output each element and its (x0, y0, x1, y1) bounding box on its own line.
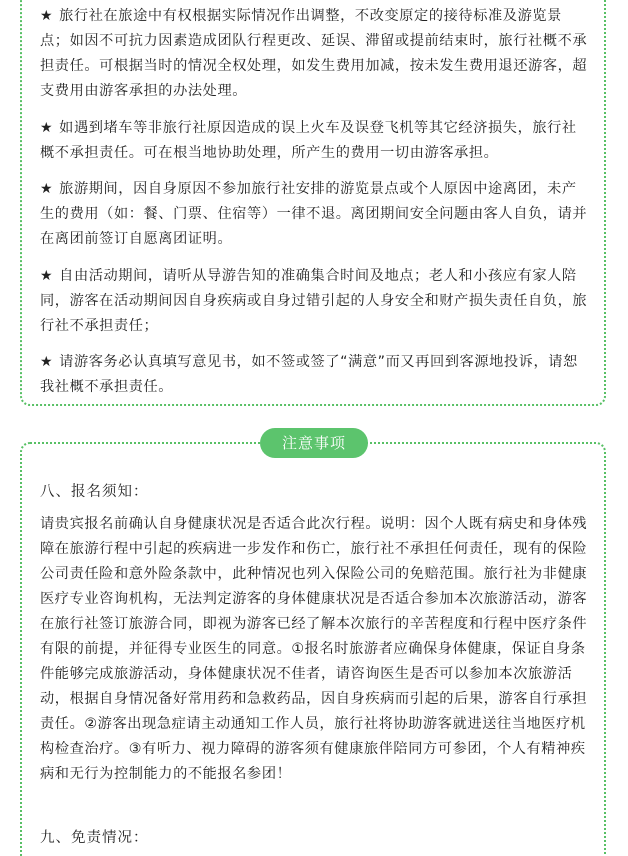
star-icon: ★ (40, 8, 54, 24)
star-icon: ★ (40, 181, 54, 197)
section-8-body: 请贵宾报名前确认自身健康状况是否适合此次行程。说明：因个人既有病史和身体残障在旅游行程中引起的疾病进一步发作和伤亡，旅行社不承担任何责任，现有的保险公司责任险和意外险条款中，此种情况也列入保险公司的免赔范围。旅行社为非健康医疗专业咨询机构，无法判定游客的身体健康状况是否适合参加本次旅游活动，游客在旅行社签订旅游合同，即视为游客已经了解本次旅行的辛苦程度和行程中医疗条件有限的前提，并征得专业医生的同意。①报名时旅游者应确保身体健康，保证自身条件能够完成旅游活动，身体健康状况不佳者，请咨询医生是否可以参加本次旅游活动，根据自身情况备好常用药和急救药品，因自身疾病而引起的后果，游客自行承担责任。②游客出现急症请主动通知工作人员，旅行社将协助游客就进送往当地医疗机构检查治疗。③有听力、视力障碍的游客须有健康旅伴陪同方可参团，个人有精神疾病和无行为控制能力的不能报名参团！ (40, 516, 588, 782)
disclaimer-item-1 (40, 4, 590, 104)
disclaimer-text: 自由活动期间，请听从导游告知的准确集合时间及地点；老人和小孩应有家人陪同，游客在活动期间因自身疾病或自身过错引起的人身安全和财产损失责任自负，旅行社不承担责任； (40, 268, 588, 334)
section-8-title: 八、报名须知： (40, 484, 149, 500)
disclaimer-text: 旅游期间，因自身原因不参加旅行社安排的游览景点或个人原因中途离团，未产生的费用（如：餐、门票、住宿等）一律不退。离团期间安全问题由客人自负，请并在离团前签订自愿离团证明。 (40, 181, 588, 247)
disclaimer-text: 如遇到堵车等非旅行社原因造成的误上火车及误登飞机等其它经济损失，旅行社概不承担责任。可在根当地协助处理，所产生的费用一切由游客承担。 (40, 120, 577, 161)
disclaimer-item-3 (40, 177, 590, 252)
star-icon: ★ (40, 268, 54, 284)
disclaimer-item-4 (40, 264, 590, 339)
section-9-title: 九、免责情况： (40, 830, 149, 846)
star-icon: ★ (40, 120, 54, 136)
disclaimer-text: 旅行社在旅途中有权根据实际情况作出调整，不改变原定的接待标准及游览景点；如因不可抗力因素造成团队行程更改、延误、滞留或提前结束时，旅行社概不承担责任。可根据当时的情况全权处理，如发生费用加减，按未发生费用退还游客，超支费用由游客承担的办法处理。 (40, 8, 588, 99)
disclaimer-item-2 (40, 116, 590, 166)
star-icon: ★ (40, 354, 54, 370)
disclaimer-text: 请游客务必认真填写意见书，如不签或签了“满意”而又再回到客源地投诉，请恕我社概不承担责任。 (40, 354, 578, 395)
notice-badge: 注意事项 (260, 428, 368, 458)
disclaimer-item-5 (40, 350, 590, 400)
